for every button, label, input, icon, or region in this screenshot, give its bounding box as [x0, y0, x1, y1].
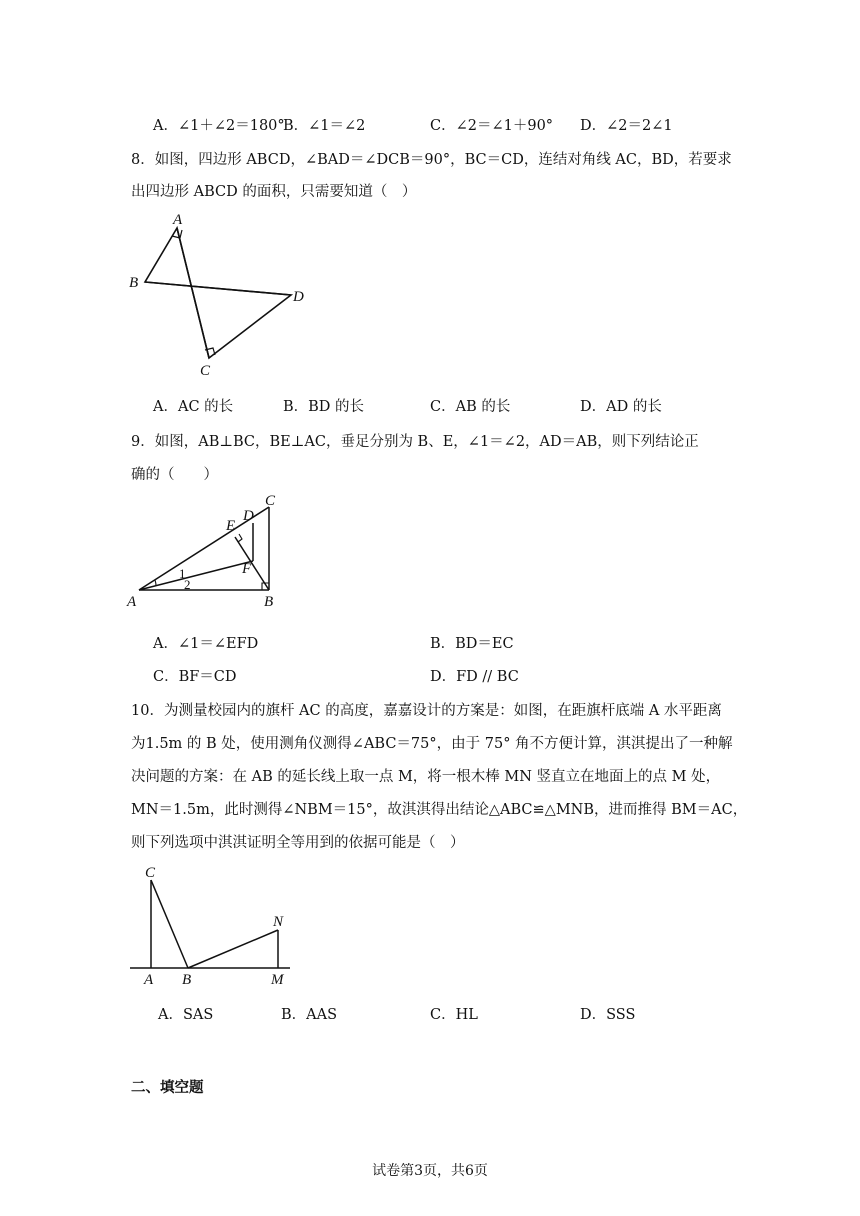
q9-option-b: B．BD＝EC	[430, 636, 514, 652]
q8-diagonal-bd	[145, 282, 291, 295]
q10-option-c: C．HL	[430, 1007, 478, 1023]
q10-label-b: B	[182, 972, 192, 988]
q10-label-c: C	[145, 865, 156, 881]
q10-label-n: N	[273, 914, 284, 930]
q9-option-c: C．BF＝CD	[153, 669, 237, 685]
q8-option-b: B．BD 的长	[283, 399, 365, 415]
q10-label-a: A	[144, 972, 154, 988]
q10-segment-bn	[188, 930, 278, 968]
q9-right-angle-e	[238, 534, 242, 542]
q8-diagonal-ac	[177, 228, 209, 358]
q9-option-a: A．∠1＝∠EFD	[153, 636, 259, 652]
q8-figure	[120, 205, 320, 385]
q9-label-angle1: 1	[179, 566, 186, 581]
q9-angle-arc	[155, 580, 156, 586]
q9-label-b: B	[264, 594, 274, 610]
q10-stem-line4: MN＝1.5m，此时测得∠NBM＝15°，故淇淇得出结论△ABC≌△MNB，进而推得 BM＝AC，	[131, 802, 748, 818]
q10-option-a: A．SAS	[158, 1007, 214, 1023]
q10-label-m: M	[271, 972, 284, 988]
q9-figure	[125, 495, 290, 615]
q7-option-c: C．∠2＝∠1＋90°	[430, 118, 554, 134]
q9-segment-be	[235, 537, 269, 590]
q9-stem-line2: 确的（ ）	[131, 467, 218, 483]
q7-option-d: D．∠2＝2∠1	[580, 118, 673, 134]
page-footer: 试卷第3页，共6页	[372, 1163, 488, 1179]
section-title-fill-in: 二、填空题	[131, 1080, 204, 1096]
q9-stem-line1: 9．如图，AB⊥BC，BE⊥AC，垂足分别为 B、E，∠1＝∠2，AD＝AB，则下列结论正	[131, 434, 699, 450]
q10-option-d: D．SSS	[580, 1007, 636, 1023]
q7-option-a: A．∠1＋∠2＝180°	[153, 118, 285, 134]
q9-label-angle2: 2	[184, 577, 191, 592]
q8-option-c: C．AB 的长	[430, 399, 511, 415]
q10-stem-line3: 决问题的方案：在 AB 的延长线上取一点 M，将一根木棒 MN 竖直立在地面上的点 M 处，	[131, 769, 721, 785]
q9-label-a: A	[127, 594, 137, 610]
q10-segment-bc	[151, 880, 188, 968]
q8-stem-line2: 出四边形 ABCD 的面积，只需要知道（ ）	[131, 184, 417, 200]
q9-label-e: E	[226, 518, 236, 534]
q8-stem-line1: 8．如图，四边形 ABCD，∠BAD＝∠DCB＝90°，BC＝CD，连结对角线 AC，BD，若要求	[131, 152, 732, 168]
q10-stem-line1: 10．为测量校园内的旗杆 AC 的高度，嘉嘉设计的方案是：如图，在距旗杆底端 A 水平距离	[131, 703, 722, 719]
q8-label-c: C	[200, 363, 211, 379]
q8-option-a: A．AC 的长	[153, 399, 234, 415]
q10-figure	[125, 860, 300, 990]
q8-label-a: A	[173, 212, 183, 228]
q8-option-d: D．AD 的长	[580, 399, 662, 415]
q10-stem-line5: 则下列选项中淇淇证明全等用到的依据可能是（ ）	[131, 835, 465, 851]
q9-label-c: C	[265, 495, 276, 509]
q8-label-b: B	[129, 275, 139, 291]
q9-option-d: D．FD // BC	[430, 669, 519, 685]
q9-label-d: D	[243, 508, 254, 524]
q8-label-d: D	[293, 289, 304, 305]
q9-label-f: F	[242, 561, 252, 577]
q10-option-b: B．AAS	[281, 1007, 338, 1023]
q10-stem-line2: 为1.5m 的 B 处，使用测角仪测得∠ABC＝75°，由于 75° 角不方便计算，淇淇提出了一种解	[131, 736, 733, 752]
q7-option-b: B．∠1＝∠2	[283, 118, 366, 134]
